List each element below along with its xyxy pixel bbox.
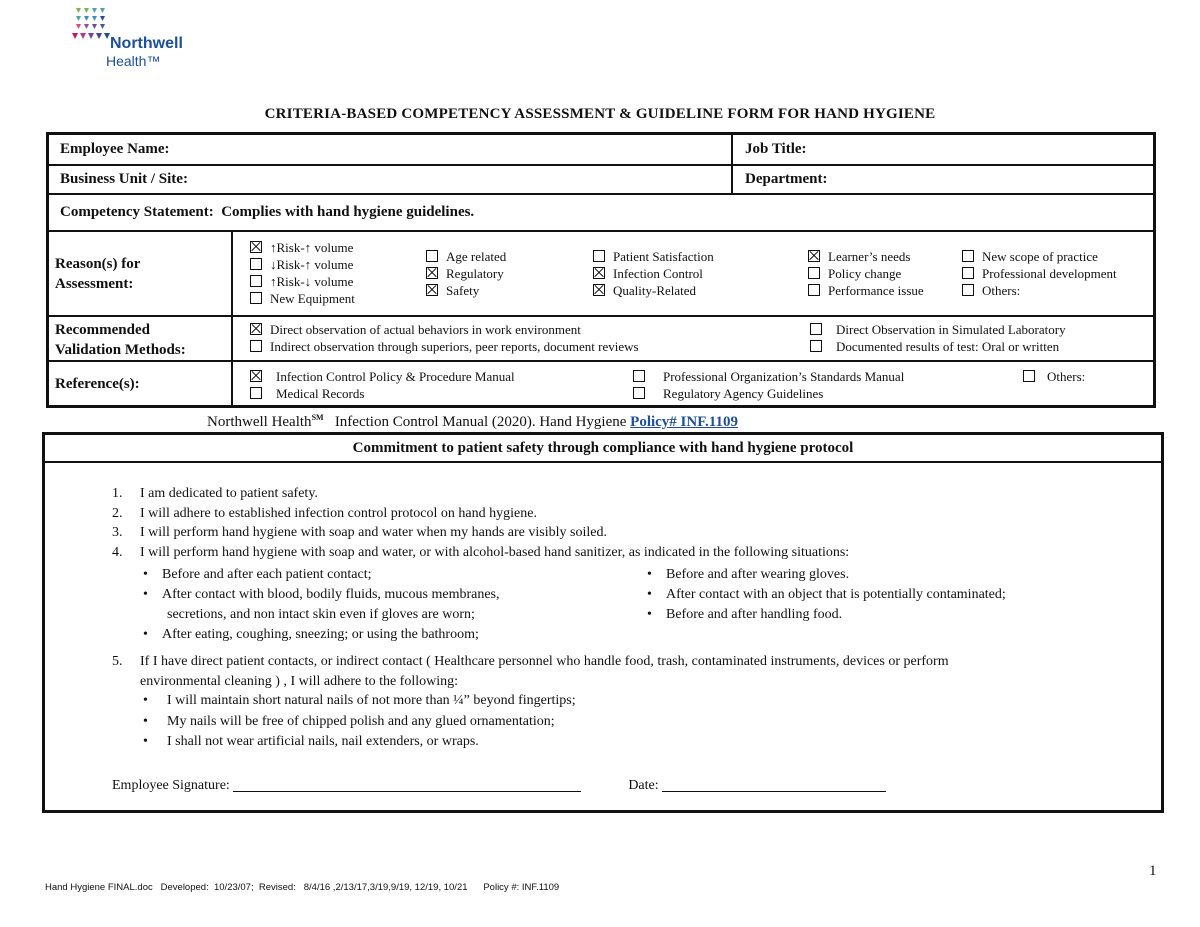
checkbox-icon[interactable] <box>426 250 438 262</box>
validation-checkbox[interactable]: Indirect observation through superiors, peer reports, document reviews <box>250 338 639 355</box>
list-item: 1. I am dedicated to patient safety. <box>112 486 318 501</box>
commitment-list <box>112 484 1152 562</box>
validation-checkbox[interactable]: Documented results of test: Oral or written <box>810 338 1066 355</box>
checkbox-icon[interactable] <box>250 258 262 270</box>
competency-value: Complies with hand hygiene guidelines. <box>221 204 475 220</box>
nail-bullets <box>143 691 576 753</box>
list-item: • Before and after wearing gloves. <box>647 567 850 582</box>
reason-checkbox[interactable]: Learner’s needs <box>808 248 924 265</box>
reason-checkbox[interactable]: ↓Risk-↑ volume <box>250 256 355 273</box>
checkbox-icon[interactable] <box>633 387 645 399</box>
checkbox-icon[interactable] <box>250 323 262 335</box>
policy-link[interactable]: Policy# INF.1109 <box>630 414 738 430</box>
reasons-col4 <box>808 248 924 299</box>
reasons-col3 <box>593 248 714 299</box>
list-item: 3. I will perform hand hygiene with soap and water when my hands are visibly soiled. <box>112 525 607 540</box>
list-item: • I shall not wear artificial nails, nail extenders, or wraps. <box>143 734 479 749</box>
checkbox-icon[interactable] <box>1023 370 1035 382</box>
reason-checkbox[interactable]: New Equipment <box>250 290 355 307</box>
competency-statement <box>60 204 474 221</box>
reason-checkbox[interactable]: Regulatory <box>426 265 506 282</box>
checkbox-icon[interactable] <box>808 267 820 279</box>
reason-checkbox[interactable]: Safety <box>426 282 506 299</box>
signature-label: Employee Signature: <box>112 778 230 793</box>
references-left <box>250 368 515 402</box>
checkbox-icon[interactable] <box>808 284 820 296</box>
list-item: • Before and after each patient contact; <box>143 567 372 582</box>
reason-checkbox[interactable]: Quality-Related <box>593 282 714 299</box>
job-title-label: Job Title: <box>745 141 807 157</box>
reason-checkbox[interactable]: Performance issue <box>808 282 924 299</box>
references-right <box>1023 368 1085 385</box>
validation-label: Recommended Validation Methods: <box>55 322 186 358</box>
department-label: Department: <box>745 171 828 187</box>
bullets-right <box>647 565 1006 625</box>
reference-checkbox[interactable]: Others: <box>1023 368 1085 385</box>
reason-checkbox[interactable]: ↑Risk-↑ volume <box>250 239 355 256</box>
reasons-col1 <box>250 239 355 307</box>
list-item: • After contact with an object that is potentially contaminated; <box>647 587 1006 602</box>
reference-checkbox[interactable]: Medical Records <box>250 385 515 402</box>
validation-right <box>810 321 1066 355</box>
references-label: Reference(s): <box>55 376 140 392</box>
list-item: 4. I will perform hand hygiene with soap and water, or with alcohol-based hand sanitizer, as indicated in the following situations: <box>112 544 850 560</box>
reference-checkbox[interactable]: Infection Control Policy & Procedure Manual <box>250 368 515 385</box>
checkbox-icon[interactable] <box>810 340 822 352</box>
checkbox-icon[interactable] <box>962 284 974 296</box>
signature-field[interactable] <box>233 777 581 792</box>
signature-row <box>112 776 886 796</box>
validation-checkbox[interactable]: Direct observation of actual behaviors in work environment <box>250 321 639 338</box>
business-unit-label: Business Unit / Site: <box>60 171 188 187</box>
checkbox-icon[interactable] <box>250 275 262 287</box>
logo-wordmark: Northwell <box>110 35 183 52</box>
checkbox-icon[interactable] <box>962 267 974 279</box>
item-5: 5. If I have direct patient contacts, or indirect contact ( Healthcare personnel who handle food, trash, contaminated instruments, devices or perform environmental cleaning ) , I will adhere to the following: <box>112 654 949 689</box>
reasons-col5 <box>962 248 1117 299</box>
reason-checkbox[interactable]: Policy change <box>808 265 924 282</box>
reason-checkbox[interactable]: Infection Control <box>593 265 714 282</box>
checkbox-icon[interactable] <box>593 250 605 262</box>
reason-checkbox[interactable]: Others: <box>962 282 1117 299</box>
checkbox-icon[interactable] <box>426 284 438 296</box>
checkbox-icon[interactable] <box>593 267 605 279</box>
reason-checkbox[interactable]: Age related <box>426 248 506 265</box>
employee-name-label: Employee Name: <box>60 141 170 157</box>
list-item: • My nails will be free of chipped polish and any glued ornamentation; <box>143 713 555 729</box>
checkbox-icon[interactable] <box>962 250 974 262</box>
reference-checkbox[interactable]: Professional Organization’s Standards Manual <box>633 368 904 385</box>
checkbox-icon[interactable] <box>426 267 438 279</box>
manual-reference: Northwell Health℠ Infection Control Manual (2020). Hand Hygiene Policy# INF.1109 <box>207 413 738 430</box>
checkbox-icon[interactable] <box>250 370 262 382</box>
footer: Hand Hygiene FINAL.doc Developed: 10/23/07; Revised: 8/4/16 ,2/13/17,3/19,9/19, 12/19, 10/21 Policy #: INF.1109 <box>45 882 560 893</box>
commitment-heading: Commitment to patient safety through compliance with hand hygiene protocol <box>352 440 854 456</box>
references-middle <box>633 368 904 402</box>
checkbox-icon[interactable] <box>810 323 822 335</box>
reason-checkbox[interactable]: Professional development <box>962 265 1117 282</box>
reason-checkbox[interactable]: ↑Risk-↓ volume <box>250 273 355 290</box>
reason-checkbox[interactable]: New scope of practice <box>962 248 1117 265</box>
competency-label: Competency Statement: <box>60 204 214 220</box>
checkbox-icon[interactable] <box>593 284 605 296</box>
reason-checkbox[interactable]: Patient Satisfaction <box>593 248 714 265</box>
list-item: • After contact with blood, bodily fluids, mucous membranes, <box>143 587 500 602</box>
checkbox-icon[interactable] <box>250 387 262 399</box>
list-item: secretions, and non intact skin even if gloves are worn; <box>167 607 475 622</box>
logo-wordmark-sub: Health™ <box>106 53 161 69</box>
checkbox-icon[interactable] <box>250 241 262 253</box>
checkbox-icon[interactable] <box>808 250 820 262</box>
reasons-label: Reason(s) for Assessment: <box>55 256 141 292</box>
reasons-col2 <box>426 248 506 299</box>
list-item: • After eating, coughing, sneezing; or using the bathroom; <box>143 627 479 642</box>
date-field[interactable] <box>662 777 886 792</box>
form-title: CRITERIA-BASED COMPETENCY ASSESSMENT & GUIDELINE FORM FOR HAND HYGIENE <box>264 106 936 122</box>
validation-checkbox[interactable]: Direct Observation in Simulated Laboratory <box>810 321 1066 338</box>
date-label: Date: <box>628 778 659 793</box>
bullets-left <box>143 565 500 645</box>
page-number: 1 <box>1149 863 1157 879</box>
reference-checkbox[interactable]: Regulatory Agency Guidelines <box>633 385 904 402</box>
list-item: • Before and after handling food. <box>647 607 843 622</box>
list-item: 2. I will adhere to established infection control protocol on hand hygiene. <box>112 505 537 521</box>
validation-left <box>250 321 639 355</box>
list-item: • I will maintain short natural nails of not more than ¼” beyond fingertips; <box>143 693 576 708</box>
checkbox-icon[interactable] <box>250 340 262 352</box>
checkbox-icon[interactable] <box>633 370 645 382</box>
checkbox-icon[interactable] <box>250 292 262 304</box>
